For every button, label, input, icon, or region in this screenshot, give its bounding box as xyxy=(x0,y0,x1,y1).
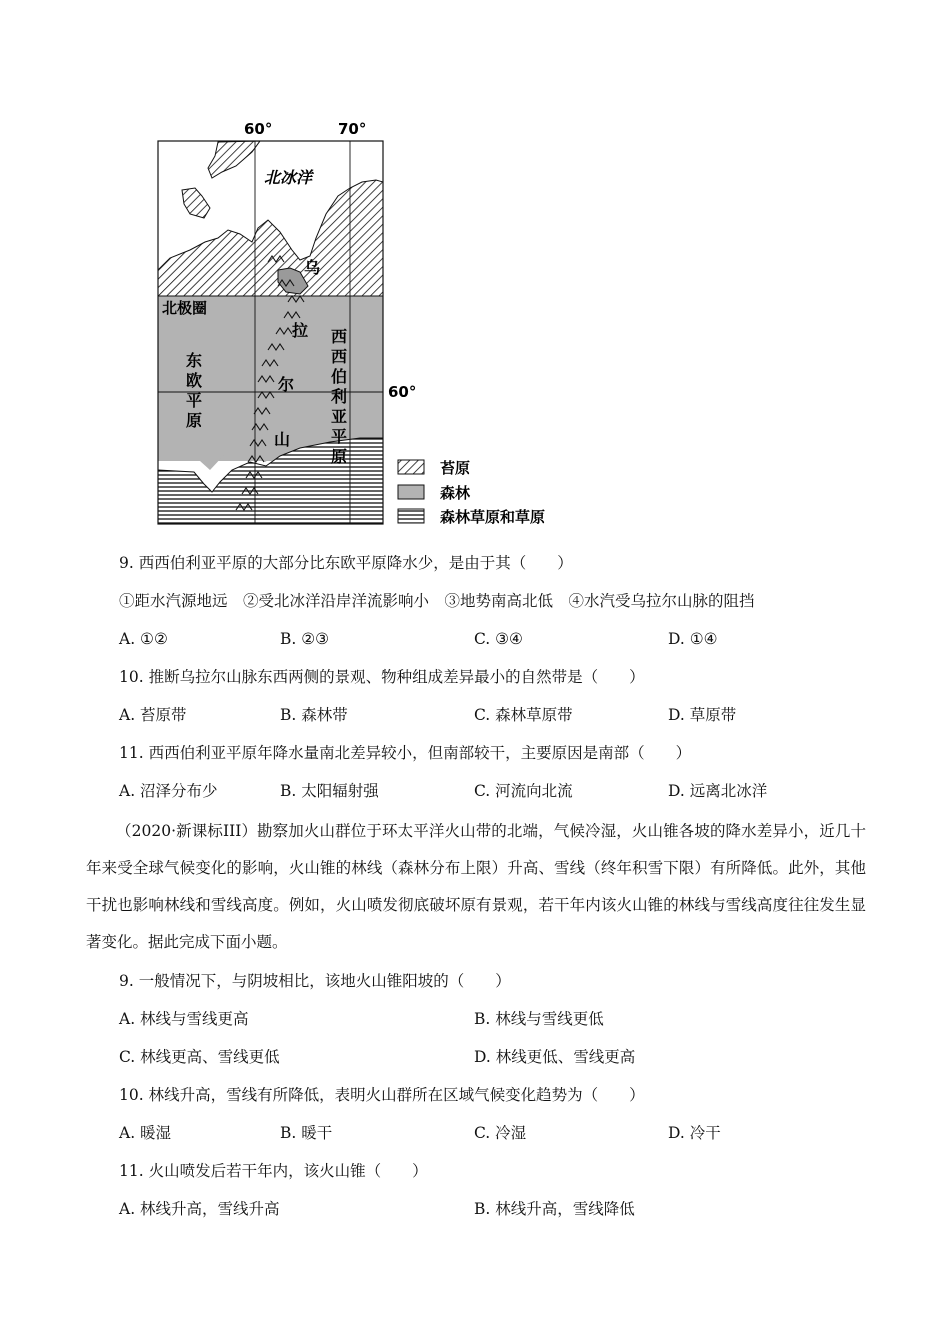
q1-9-stem: 9. 西西伯利亚平原的大部分比东欧平原降水少，是由于其（ ） xyxy=(119,554,573,572)
reading-passage: （2020·新课标III）勘察加火山群位于环太平洋火山带的北端，气候冷湿，火山锥各坡的降水差异小，近几十年来受全球气候变化的影响，火山锥的林线（森林分布上限）升高、雪线（终年积雪下限）有所降低。此外，其他干扰也影响林线和雪线高度。例如，火山喷发彻底破坏原有景观，若干年内该火山锥的林线与雪线高度往往发生显著变化。据此完成下面小题。 xyxy=(86,822,866,951)
q1-9-option-d[interactable]: D. ①④ xyxy=(668,630,718,648)
q2-10-option-d[interactable]: D. 冷干 xyxy=(668,1124,721,1142)
q1-10-stem: 10. 推断乌拉尔山脉东西两侧的景观、物种组成差异最小的自然带是（ ） xyxy=(119,668,645,686)
svg-text:利: 利 xyxy=(331,387,348,406)
q2-10-option-b[interactable]: B. 暖干 xyxy=(280,1124,333,1142)
q2-11-option-b[interactable]: B. 林线升高，雪线降低 xyxy=(474,1200,635,1218)
q2-9-option-d[interactable]: D. 林线更低、雪线更高 xyxy=(474,1048,636,1066)
q1-10-option-b[interactable]: B. 森林带 xyxy=(280,706,348,724)
svg-text:西: 西 xyxy=(331,327,348,346)
svg-text:尔: 尔 xyxy=(278,375,295,394)
svg-text:原: 原 xyxy=(186,411,203,430)
lat-60-label: 60° xyxy=(388,383,417,401)
q1-10-option-d[interactable]: D. 草原带 xyxy=(668,706,737,724)
legend-label-forest: 森林 xyxy=(440,484,471,502)
q1-11-option-a[interactable]: A. 沼泽分布少 xyxy=(119,782,218,800)
map-legend xyxy=(398,459,545,526)
legend-swatch-steppe xyxy=(398,509,424,523)
legend-label-steppe: 森林草原和草原 xyxy=(440,508,546,526)
q1-9-option-a[interactable]: A. ①② xyxy=(119,630,168,648)
lon-70-label: 70° xyxy=(338,120,367,138)
svg-text:拉: 拉 xyxy=(292,321,309,340)
q2-9-option-a[interactable]: A. 林线与雪线更高 xyxy=(119,1010,249,1028)
east-europe-plain-label xyxy=(186,351,202,430)
svg-text:西: 西 xyxy=(331,347,348,366)
q2-11-stem: 11. 火山喷发后若干年内，该火山锥（ ） xyxy=(119,1162,428,1180)
svg-text:伯: 伯 xyxy=(331,367,348,386)
legend-swatch-forest xyxy=(398,485,424,499)
q1-9-option-b[interactable]: B. ②③ xyxy=(280,630,330,648)
q2-9-option-c[interactable]: C. 林线更高、雪线更低 xyxy=(119,1048,280,1066)
q1-10-option-a[interactable]: A. 苔原带 xyxy=(119,706,187,724)
q1-11-option-b[interactable]: B. 太阳辐射强 xyxy=(280,782,379,800)
q1-10-option-c[interactable]: C. 森林草原带 xyxy=(474,706,573,724)
legend-label-tundra: 苔原 xyxy=(440,459,471,477)
q2-9-stem: 9. 一般情况下，与阴坡相比，该地火山锥阳坡的（ ） xyxy=(119,972,511,990)
west-siberia-plain-label xyxy=(331,327,347,466)
q1-11-stem: 11. 西西伯利亚平原年降水量南北差异较小，但南部较干，主要原因是南部（ ） xyxy=(119,744,692,762)
ural-map xyxy=(140,110,600,530)
tundra-island-kolguev xyxy=(182,188,210,218)
svg-text:平: 平 xyxy=(186,391,203,410)
lon-60-label: 60° xyxy=(244,120,273,138)
arctic-circle-label: 北极圈 xyxy=(162,299,208,317)
q2-11-option-a[interactable]: A. 林线升高，雪线升高 xyxy=(119,1200,280,1218)
svg-text:平: 平 xyxy=(331,427,348,446)
legend-swatch-tundra xyxy=(398,460,424,474)
q2-9-option-b[interactable]: B. 林线与雪线更低 xyxy=(474,1010,604,1028)
svg-text:乌: 乌 xyxy=(304,258,321,277)
svg-text:亚: 亚 xyxy=(331,407,348,426)
svg-text:欧: 欧 xyxy=(186,371,203,390)
arctic-ocean-label: 北冰洋 xyxy=(264,168,313,187)
svg-text:东: 东 xyxy=(186,351,203,370)
q2-10-stem: 10. 林线升高，雪线有所降低，表明火山群所在区域气候变化趋势为（ ） xyxy=(119,1086,645,1104)
q2-10-option-a[interactable]: A. 暖湿 xyxy=(119,1124,172,1142)
q1-11-option-c[interactable]: C. 河流向北流 xyxy=(474,782,573,800)
map-figure xyxy=(140,110,600,530)
q1-11-option-d[interactable]: D. 远离北冰洋 xyxy=(668,782,768,800)
q1-9-statements: ①距水汽源地远 ②受北冰洋沿岸洋流影响小 ③地势南高北低 ④水汽受乌拉尔山脉的阻挡 xyxy=(119,592,755,610)
svg-text:山: 山 xyxy=(274,430,291,449)
q2-10-option-c[interactable]: C. 冷湿 xyxy=(474,1124,527,1142)
tundra-island-novaya-zemlya xyxy=(208,141,260,178)
svg-text:原: 原 xyxy=(331,447,348,466)
q1-9-option-c[interactable]: C. ③④ xyxy=(474,630,523,648)
